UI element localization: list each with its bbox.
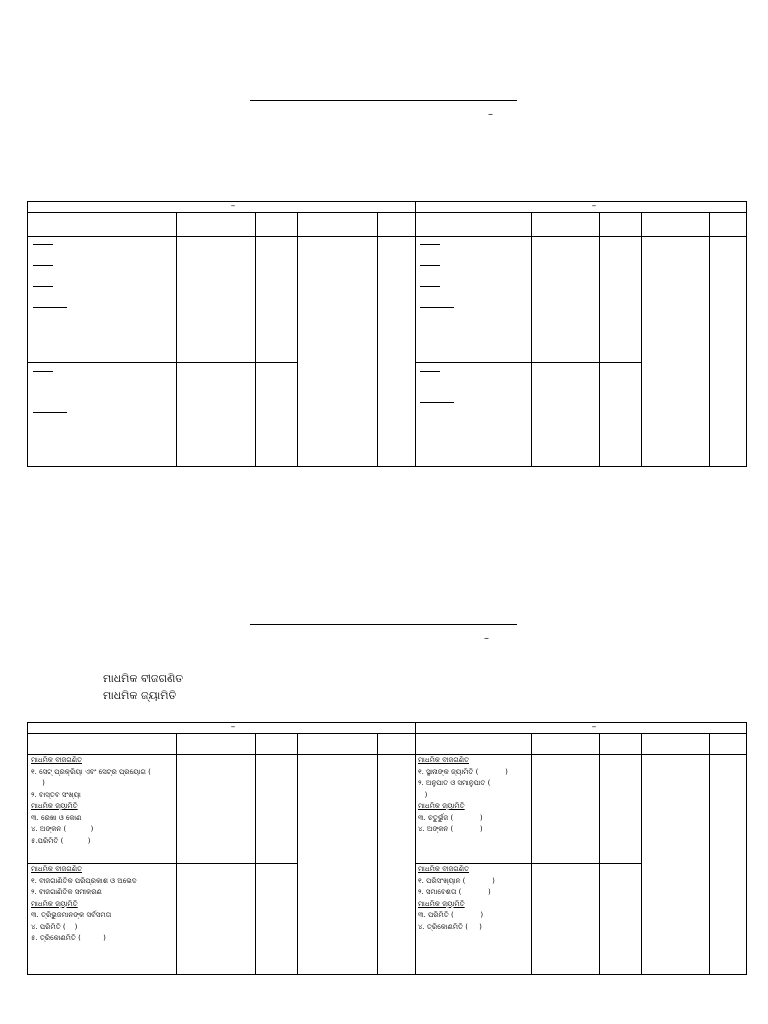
topic-item: ୧. ବୀଜଗାଣିତିକ ପରିପ୍ରକାଶ ଓ ଅଭେଦ	[31, 876, 137, 885]
bottom-subtitle-dash: –	[484, 633, 489, 644]
block-heading: ମାଧମିକ ବୀଜଗଣିତ	[418, 865, 470, 873]
bottom-title-rule	[250, 624, 517, 625]
topic-item: ୩. ତ୍ରିଭୁଜମାନଙ୍କ ସର୍ବସମତା	[31, 911, 112, 919]
top-left-stub	[33, 286, 53, 287]
topic-item: ୨. ଅନୁପାତ ଓ ସମାନୁପାତ (	[418, 779, 491, 787]
top-left-stub	[33, 265, 53, 266]
top-right-stub	[420, 244, 440, 245]
topic-item: ୩. ଚତୁର୍ଭୁଜ ( )	[418, 813, 483, 822]
bottom-left-block-2	[31, 864, 176, 974]
block-heading: ମାଧମିକ ଜ୍ୟାମିତି	[418, 899, 465, 908]
top-left-header-dash: –	[230, 201, 236, 211]
top-title-rule	[250, 100, 517, 101]
topic-item: ୨. ବାସ୍ତବ ସଂଖ୍ୟା	[31, 790, 81, 799]
topic-item: ୫.ପରିମିତି ( )	[31, 836, 91, 845]
top-subtitle-dash: –	[488, 109, 493, 120]
block-heading: ମାଧମିକ ଜ୍ୟାମିତି	[31, 802, 78, 810]
topic-item: ୧. ସ୍ଥାନାଙ୍କ ଜ୍ୟାମିତି ( )	[418, 767, 508, 776]
block-heading: ମାଧମିକ ବୀଜଗଣିତ	[418, 756, 470, 764]
top-left-stub	[33, 307, 67, 308]
block-heading: ମାଧମିକ ବୀଜଗଣିତ	[31, 865, 83, 873]
topic-item: )	[31, 779, 45, 787]
bottom-right-block-1	[418, 755, 531, 863]
topic-item: ୩. ପରିମିତି ( )	[418, 911, 484, 919]
top-left-stub	[33, 244, 53, 245]
top-right-stub	[420, 265, 440, 266]
topic-item: ୨. ସମାବେଶତା ( )	[418, 888, 491, 896]
subject-algebra: ମାଧମିକ ବୀଜଗଣିତ	[103, 672, 184, 685]
block-heading: ମାଧମିକ ବୀଜଗଣିତ	[31, 756, 83, 764]
topic-item: ୪. ତ୍ରିକୋଣମିତି ( )	[418, 922, 482, 931]
block-heading: ମାଧମିକ ଜ୍ୟାମିତି	[418, 802, 465, 810]
block-heading: ମାଧମିକ ଜ୍ୟାମିତି	[31, 899, 78, 908]
subject-geometry: ମାଧମିକ ଜ୍ୟାମିତି	[103, 689, 177, 702]
topic-item: ୩. ରେଖା ଓ କୋଣ	[31, 813, 82, 822]
bottom-right-block-2	[418, 864, 531, 974]
topic-item: )	[418, 790, 428, 799]
top-syllabus-table	[27, 201, 747, 467]
bottom-right-header-dash: –	[591, 722, 597, 732]
top-left-stub	[33, 371, 53, 372]
bottom-syllabus-table	[27, 722, 747, 975]
topic-item: ୪. ଅଙ୍କନ ( )	[418, 825, 483, 833]
top-right-stub	[420, 402, 454, 403]
topic-item: ୫. ତ୍ରିକୋଣମିତି ( )	[31, 934, 106, 942]
top-left-stub	[33, 412, 67, 413]
bottom-left-block-1	[31, 755, 176, 863]
topic-item: ୨. ବୀଜଗାଣିତିକ ସମୀକରଣ	[31, 888, 102, 896]
bottom-left-header-dash: –	[230, 722, 236, 732]
top-right-stub	[420, 286, 440, 287]
topic-item: ୪. ପରିମିତି ( )	[31, 922, 78, 931]
top-right-stub	[420, 307, 454, 308]
topic-item: ୧. ସେଟ୍ ପ୍ରକ୍ରିୟା ଏବଂ ସେଟ୍‌ର ପ୍ରୟୋଗ (	[31, 767, 151, 776]
topic-item: ୪. ଅଙ୍କନ ( )	[31, 825, 94, 833]
top-right-header-dash: –	[591, 201, 597, 211]
top-right-stub	[420, 371, 440, 372]
topic-item: ୧. ପରିସଂଖ୍ୟାନ ( )	[418, 876, 495, 885]
